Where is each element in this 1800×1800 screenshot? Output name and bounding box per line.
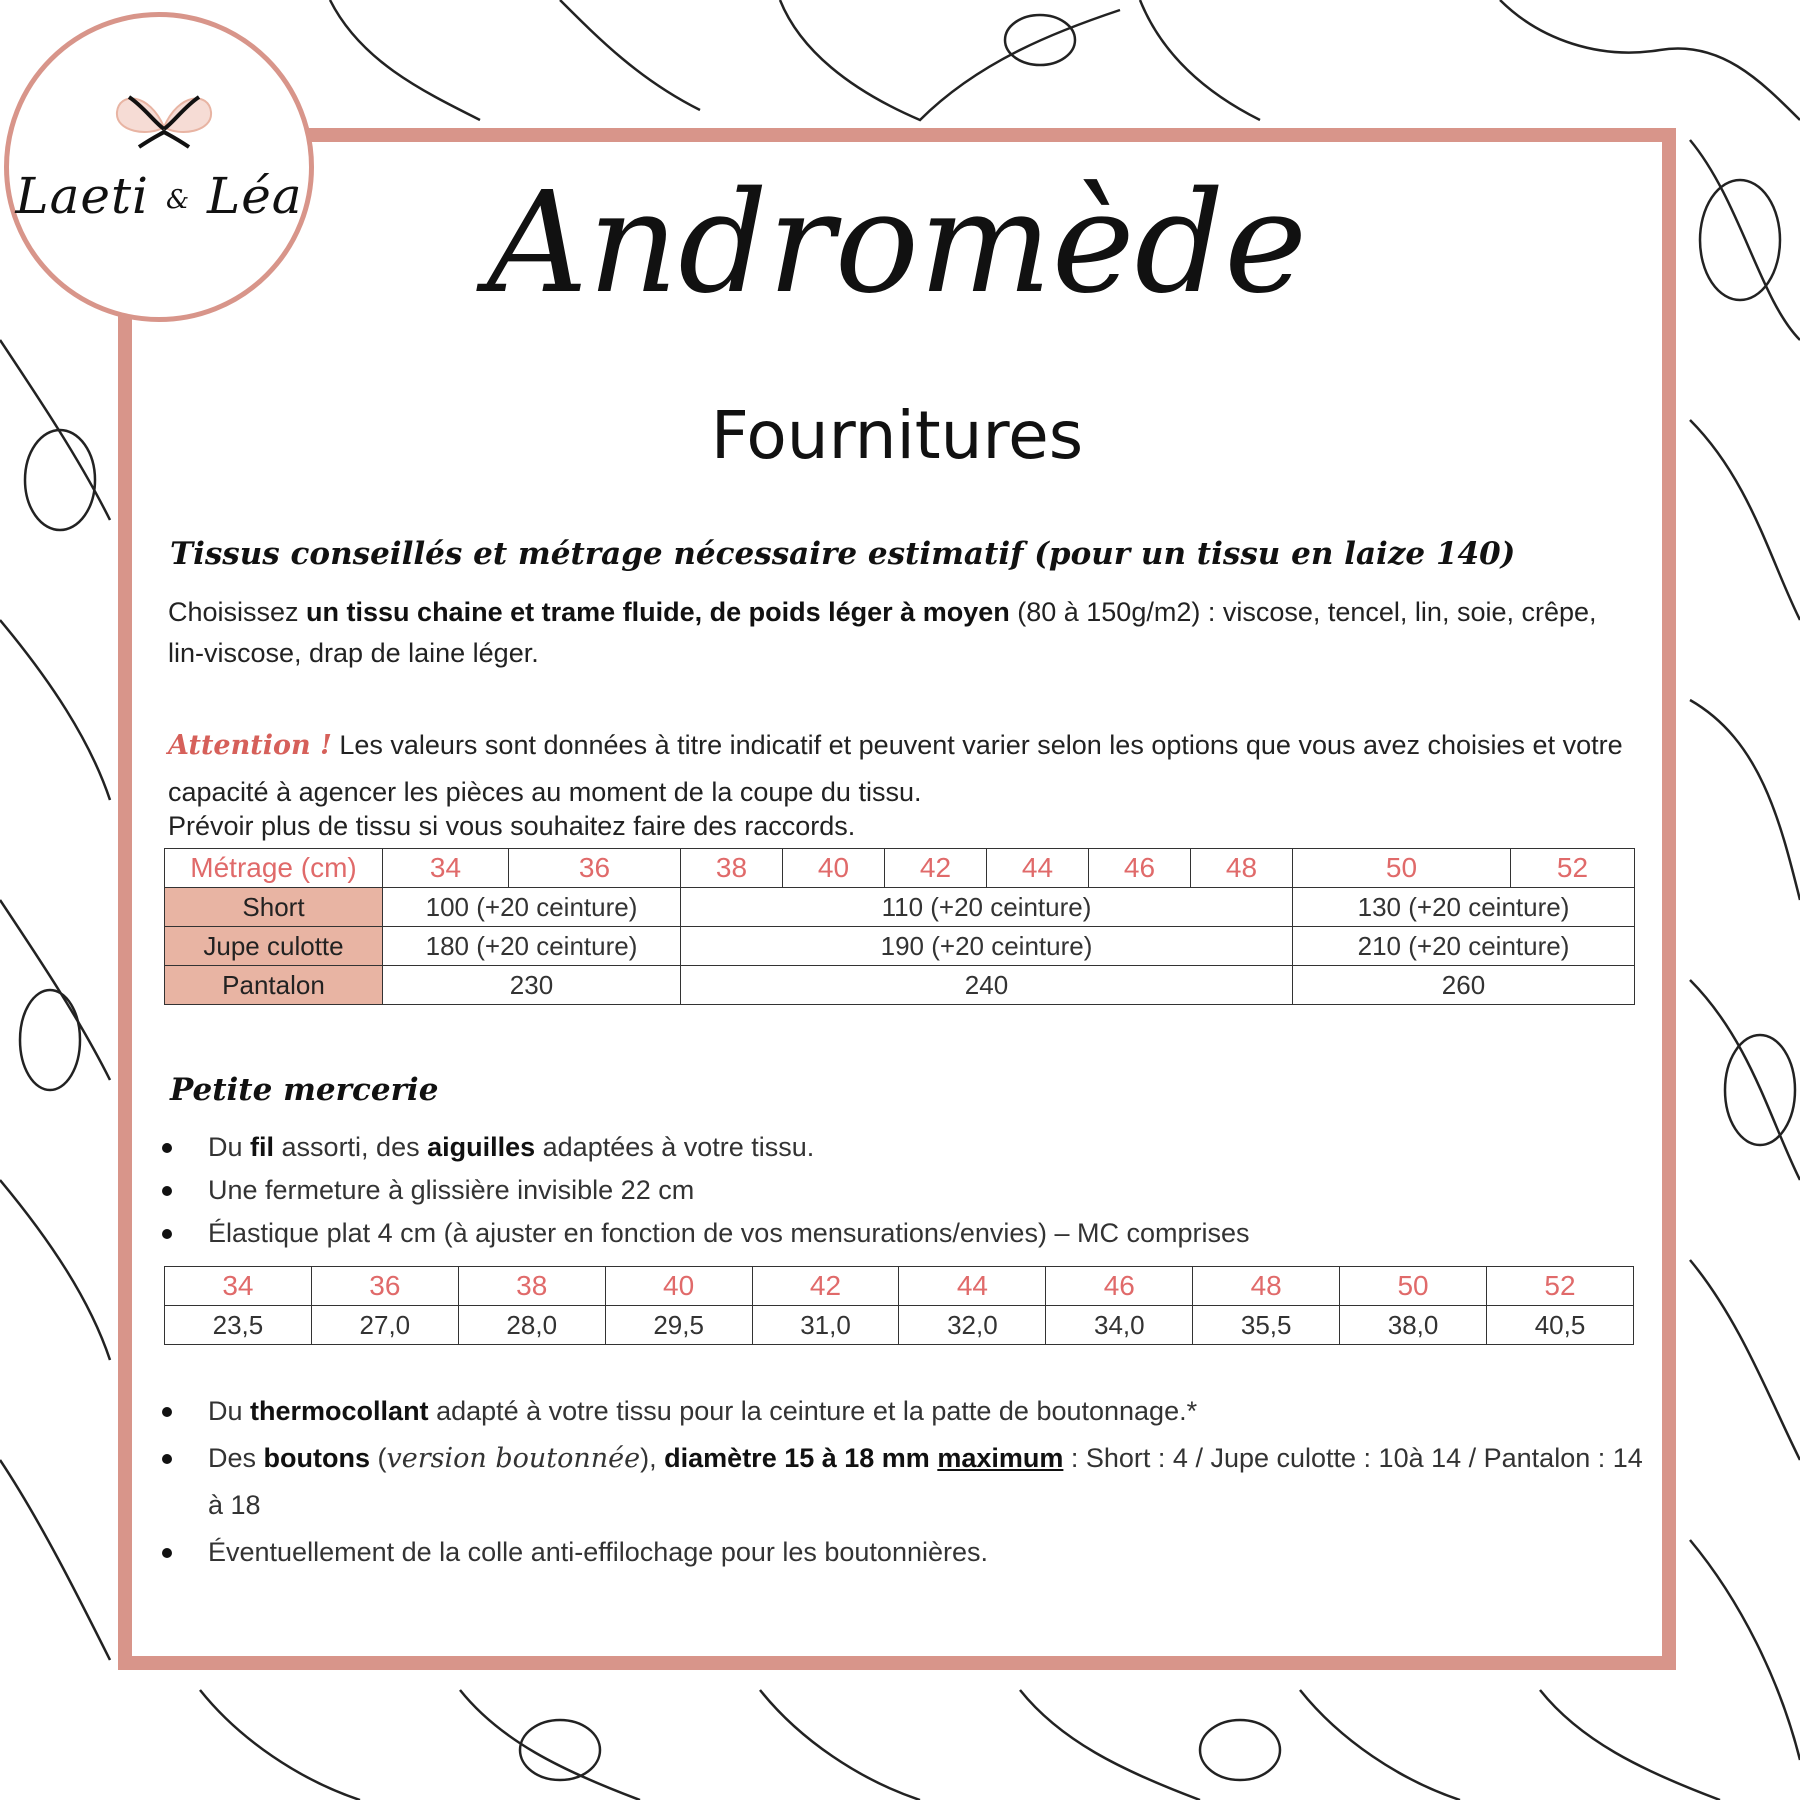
table-cell: 130 (+20 ceinture) — [1293, 888, 1635, 927]
table-cell: 260 — [1293, 966, 1635, 1005]
butterfly-logo-icon — [109, 87, 219, 167]
table-row — [165, 966, 1635, 1005]
table-header-row — [165, 849, 1635, 888]
size-header: 50 — [1293, 849, 1511, 888]
page-title: Andromède — [486, 162, 1308, 325]
size-header: 46 — [1089, 849, 1191, 888]
table-cell: 210 (+20 ceinture) — [1293, 927, 1635, 966]
table-header-label: Métrage (cm) — [165, 849, 383, 888]
row-label: Jupe culotte — [165, 927, 383, 966]
fabric-heading: Tissus conseillés et métrage nécessaire estimatif (pour un tissu en laize 140) — [170, 536, 1516, 572]
table-cell: 31,0 — [752, 1306, 899, 1345]
size-header: 36 — [311, 1267, 458, 1306]
attention-note: Attention ! Les valeurs sont données à titre indicatif et peuvent varier selon les options que vous avez choisies et votre capacité à agencer les pièces au moment de la coupe du tissu. — [168, 730, 1623, 807]
size-header: 40 — [783, 849, 885, 888]
list-item: Élastique plat 4 cm (à ajuster en fonction de vos mensurations/envies) – MC comprises — [150, 1212, 1249, 1255]
fabric-intro: Choisissez un tissu chaine et trame fluide, de poids léger à moyen (80 à 150g/m2) : viscose, tencel, lin, soie, crêpe, lin-viscose, drap de laine léger. — [168, 597, 1597, 668]
yardage-table — [164, 848, 1635, 1005]
size-header: 44 — [899, 1267, 1046, 1306]
list-item: Du thermocollant adapté à votre tissu pour la ceinture et la patte de boutonnage.* — [150, 1388, 1650, 1435]
size-header: 50 — [1340, 1267, 1487, 1306]
size-header: 48 — [1191, 849, 1293, 888]
table-cell: 32,0 — [899, 1306, 1046, 1345]
size-header: 44 — [987, 849, 1089, 888]
list-item: Des boutons (version boutonnée), diamètre 15 à 18 mm maximum : Short : 4 / Jupe culotte : 10à 14 / Pantalon : 14 à 18 — [150, 1435, 1650, 1529]
row-label: Short — [165, 888, 383, 927]
table-cell: 190 (+20 ceinture) — [681, 927, 1293, 966]
notions-list-2 — [150, 1388, 1650, 1576]
size-header: 48 — [1193, 1267, 1340, 1306]
list-item: Éventuellement de la colle anti-effilochage pour les boutonnières. — [150, 1529, 1650, 1576]
size-header: 38 — [681, 849, 783, 888]
size-header: 52 — [1487, 1267, 1634, 1306]
table-cell: 100 (+20 ceinture) — [383, 888, 681, 927]
table-header-row — [165, 1267, 1634, 1306]
notions-list — [150, 1126, 1249, 1255]
table-cell: 27,0 — [311, 1306, 458, 1345]
attention-label: Attention ! — [168, 730, 332, 761]
table-row — [165, 927, 1635, 966]
page-subtitle: Fournitures — [710, 397, 1084, 474]
table-cell: 23,5 — [165, 1306, 312, 1345]
size-header: 36 — [509, 849, 681, 888]
size-header: 34 — [165, 1267, 312, 1306]
table-cell: 35,5 — [1193, 1306, 1340, 1345]
size-header: 42 — [752, 1267, 899, 1306]
table-cell: 230 — [383, 966, 681, 1005]
size-header: 46 — [1046, 1267, 1193, 1306]
table-cell: 38,0 — [1340, 1306, 1487, 1345]
list-item: Une fermeture à glissière invisible 22 cm — [150, 1169, 1249, 1212]
size-header: 34 — [383, 849, 509, 888]
table-cell: 110 (+20 ceinture) — [681, 888, 1293, 927]
table-cell: 240 — [681, 966, 1293, 1005]
list-item: Du fil assorti, des aiguilles adaptées à votre tissu. — [150, 1126, 1249, 1169]
row-label: Pantalon — [165, 966, 383, 1005]
size-header: 40 — [605, 1267, 752, 1306]
table-cell: 29,5 — [605, 1306, 752, 1345]
attention-note-2: Prévoir plus de tissu si vous souhaitez faire des raccords. — [168, 811, 856, 841]
elastic-table — [164, 1266, 1634, 1345]
table-cell: 40,5 — [1487, 1306, 1634, 1345]
table-row — [165, 1306, 1634, 1345]
table-cell: 34,0 — [1046, 1306, 1193, 1345]
table-row — [165, 888, 1635, 927]
size-header: 38 — [458, 1267, 605, 1306]
notions-heading: Petite mercerie — [170, 1072, 439, 1108]
table-cell: 180 (+20 ceinture) — [383, 927, 681, 966]
size-header: 42 — [885, 849, 987, 888]
logo-wordmark: Laeti & Léa — [15, 167, 303, 225]
size-header: 52 — [1511, 849, 1635, 888]
table-cell: 28,0 — [458, 1306, 605, 1345]
